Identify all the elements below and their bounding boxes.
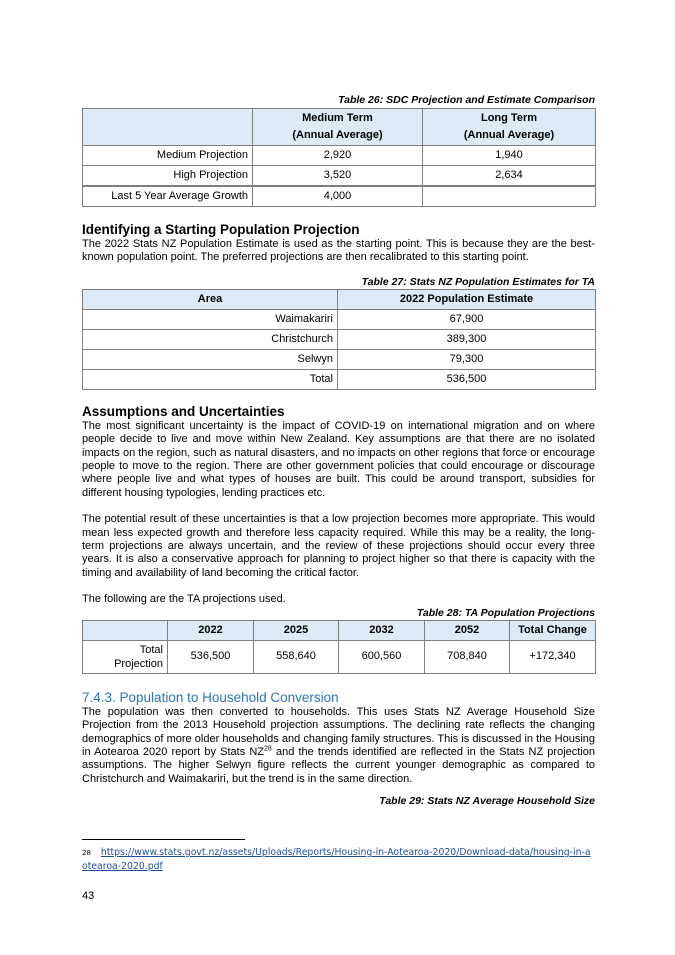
table26-col-long-term xyxy=(423,109,596,146)
page-number: 43 xyxy=(82,890,95,902)
table26-row-label: Medium Projection xyxy=(83,146,253,166)
footnote-link[interactable]: https://www.stats.govt.nz/assets/Uploads/Reports/Housing-in-Aotearoa-2020/Download-data/housing-in-aotearoa-2020.pdf xyxy=(82,847,591,872)
table26-col-medium-term xyxy=(253,109,423,146)
table28-caption: Table 28: TA Population Projections xyxy=(416,606,595,619)
table27-value: 536,500 xyxy=(338,369,596,389)
table28-value-2022: 536,500 xyxy=(168,640,254,673)
table-row xyxy=(83,146,596,166)
table27 xyxy=(82,289,596,390)
table-row xyxy=(83,309,596,329)
table28-header-2025: 2025 xyxy=(254,620,339,640)
section3-paragraph xyxy=(82,706,595,786)
section-heading-starting-population: Identifying a Starting Population Projection xyxy=(82,222,360,237)
table26-cell: 1,940 xyxy=(423,146,596,166)
table28-row-label-line2: Projection xyxy=(114,657,163,670)
section-heading-assumptions: Assumptions and Uncertainties xyxy=(82,403,285,419)
table28-row-label xyxy=(83,640,168,673)
section3-text-part2: and the trends identified are reflected in the Stats NZ projection assumptions. The higher Selwyn figure reflects the current younger demographic as compared to Christchurch and Waimakariri, but the trend is in the same direction. xyxy=(82,745,595,785)
document-page xyxy=(82,94,595,808)
table26-cell: 3,520 xyxy=(253,166,423,186)
table26 xyxy=(82,108,596,207)
table26-cell: 2,920 xyxy=(253,146,423,166)
footnote-number: 28 xyxy=(82,849,91,857)
table26-header-row xyxy=(83,109,596,146)
section2-paragraph-1: The most significant uncertainty is the impact of COVID-19 on international migration and on where people decide to live and move within New Zealand. Key assumptions are that there are no isolated impacts on the region, such as natural disasters, and no impacts on other regions that force or encourage people to move to the region. There are other government policies that could encourage or discourage where people live and what types of houses are built. This could be around transport, subsidies for different housing typologies, lending practices etc. xyxy=(82,419,596,499)
table28-header-2032: 2032 xyxy=(339,620,425,640)
table26-cell xyxy=(423,187,596,207)
table28-row-label-line1: Total xyxy=(139,643,163,656)
table28-header-2052: 2052 xyxy=(425,620,510,640)
table27-area: Total xyxy=(83,369,338,389)
table28 xyxy=(82,620,596,674)
section3-text-part1: The population was then converted to households. This uses Stats NZ Average Household Size Projection from the 2013 Household projection assumptions. The declining rate reflects the changing demographics of more older households and changing family structures. This is discussed in the Housing in Aotearoa 2020 report by Stats NZ xyxy=(82,705,595,758)
table29-caption: Table 29: Stats NZ Average Household Size xyxy=(379,795,595,808)
table26-row-label: Last 5 Year Average Growth xyxy=(83,187,253,207)
table27-area: Selwyn xyxy=(83,349,338,369)
table-row xyxy=(83,329,596,349)
table26-col1-line1: Medium Term xyxy=(302,112,373,124)
table26-col1-line2: (Annual Average) xyxy=(292,129,383,141)
section1-paragraph: The 2022 Stats NZ Population Estimate is used as the starting point. This is because they are the best-known population point. The preferred projections are then recalibrated to this starting point. xyxy=(82,238,595,264)
table27-value: 67,900 xyxy=(338,309,596,329)
section2-paragraph-3: The following are the TA projections used. xyxy=(82,593,286,606)
table-row xyxy=(83,369,596,389)
table27-caption: Table 27: Stats NZ Population Estimates for TA xyxy=(361,275,595,288)
table27-area: Waimakariri xyxy=(83,309,338,329)
table27-value: 389,300 xyxy=(338,329,596,349)
footnote-divider xyxy=(82,839,245,840)
table28-header-2022: 2022 xyxy=(168,620,254,640)
footnote-reference[interactable]: 28 xyxy=(264,745,272,753)
table28-header-total-change: Total Change xyxy=(510,620,596,640)
table27-header-area: Area xyxy=(83,289,338,309)
table-row xyxy=(83,640,596,673)
table27-header-estimate: 2022 Population Estimate xyxy=(338,289,596,309)
table26-row-label: High Projection xyxy=(83,166,253,186)
table27-area: Christchurch xyxy=(83,329,338,349)
table28-value-2052: 708,840 xyxy=(425,640,510,673)
table28-value-2025: 558,640 xyxy=(254,640,339,673)
table-row xyxy=(83,349,596,369)
footnote xyxy=(82,846,595,874)
table28-value-total-change: +172,340 xyxy=(510,640,596,673)
table26-empty-header xyxy=(83,109,253,146)
table27-header-row xyxy=(83,289,596,309)
table-row xyxy=(83,187,596,207)
table26-col2-line1: Long Term xyxy=(480,112,537,124)
section-heading-household-conversion: 7.4.3. Population to Household Conversion xyxy=(82,689,339,705)
table27-value: 79,300 xyxy=(338,349,596,369)
table28-empty-header xyxy=(83,620,168,640)
table26-cell: 4,000 xyxy=(253,187,423,207)
table-row xyxy=(83,166,596,186)
table26-caption: Table 26: SDC Projection and Estimate Comparison xyxy=(338,94,595,106)
table26-col2-line2: (Annual Average) xyxy=(463,129,555,141)
table28-header-row xyxy=(83,620,596,640)
table28-value-2032: 600,560 xyxy=(339,640,425,673)
section2-paragraph-2: The potential result of these uncertainties is that a low projection becomes more appropriate. This would mean less expected growth and therefore less capacity required. While this may be a reality, the long-term projections are always uncertain, and the review of these projections should occur every three years. It is also a conservative approach for planning to project higher so that there is capacity with the timing and availability of land becoming the critical factor. xyxy=(82,513,595,579)
table26-cell: 2,634 xyxy=(423,166,596,186)
